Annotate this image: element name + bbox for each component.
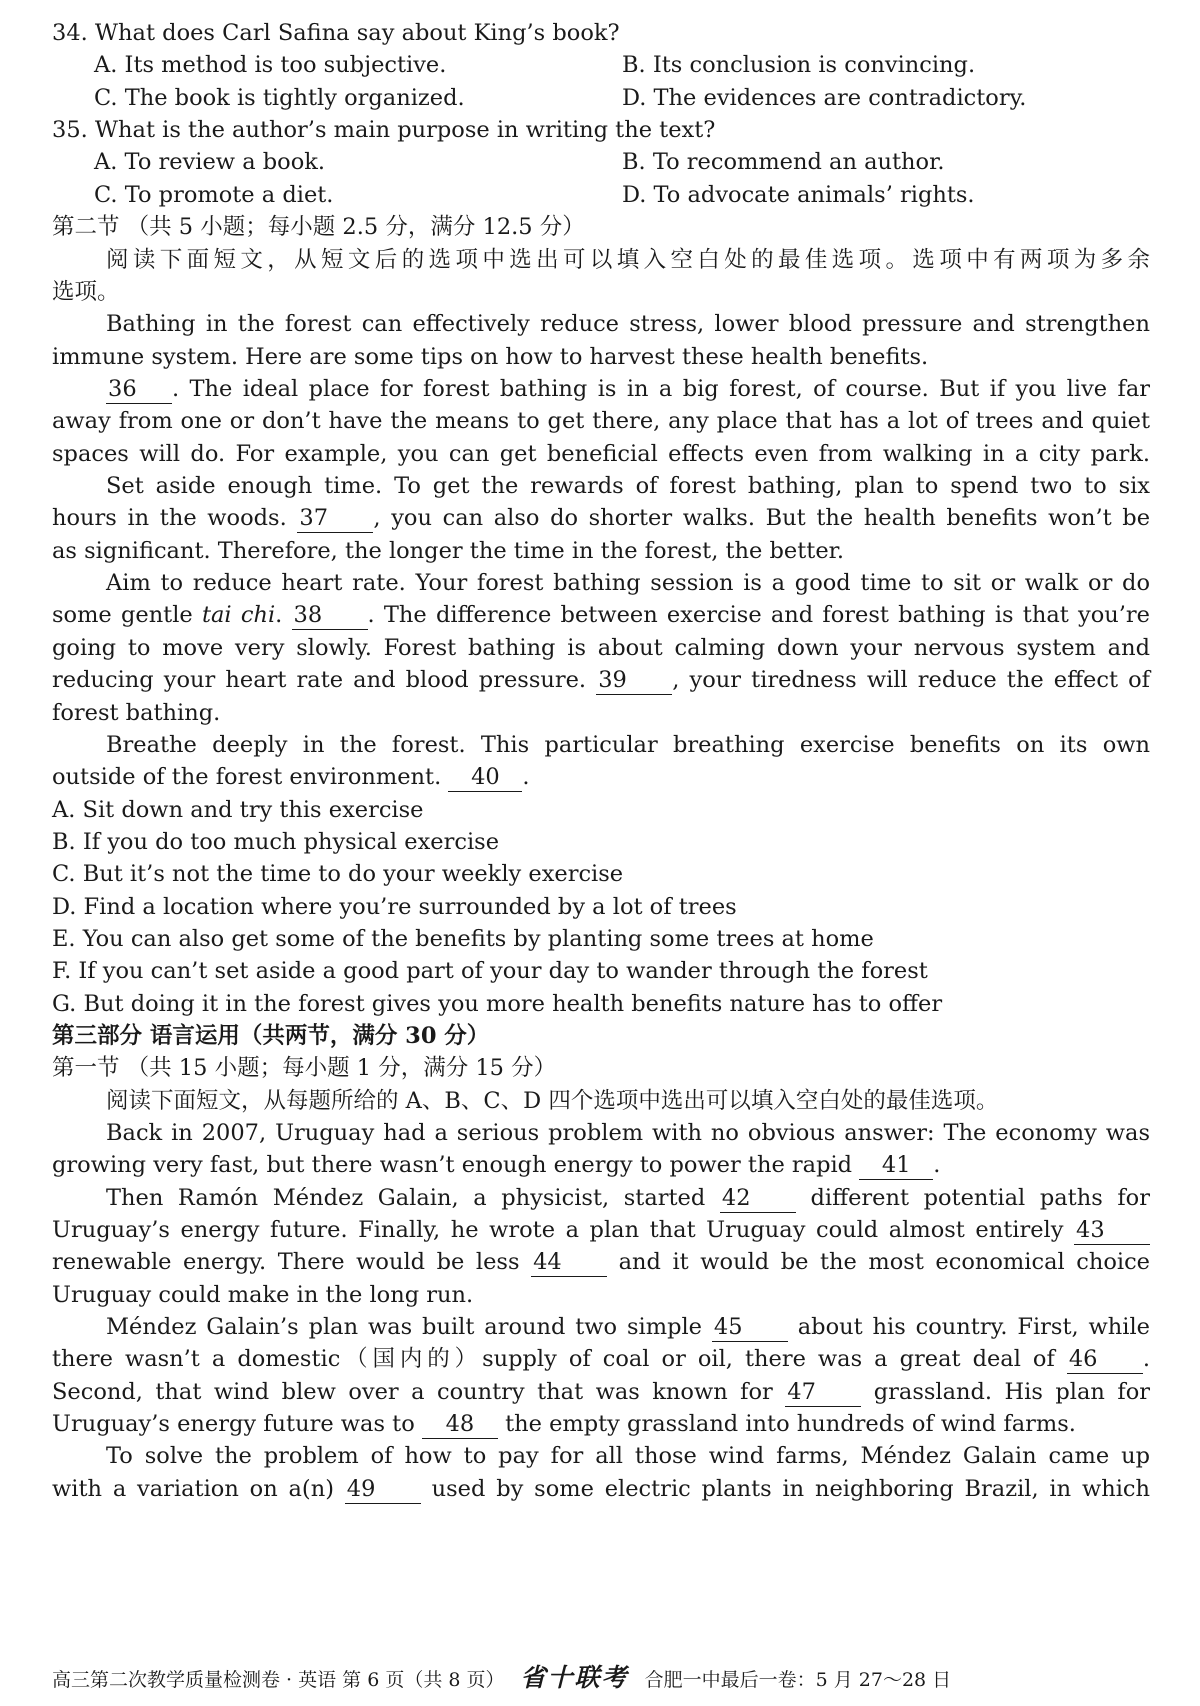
- footer-brand: 省十联考: [520, 1663, 629, 1692]
- passage-text: Second, that wind blew over a country that was known for: [52, 1379, 773, 1405]
- q34-option-c: C. The book is tightly organized.: [94, 85, 465, 111]
- passage-line: [52, 1407, 1150, 1442]
- blank-38: 38: [292, 601, 368, 630]
- page-footer: [52, 1662, 1150, 1696]
- option-a: A. Sit down and try this exercise: [52, 797, 424, 823]
- blank-36: 36: [106, 375, 172, 404]
- passage-text: , you can also do shorter walks. But the health benefits won’t be: [373, 505, 1151, 531]
- q35-option-c: C. To promote a diet.: [94, 182, 334, 208]
- blank-42: 42: [720, 1184, 796, 1213]
- passage-text: . The difference between exercise and forest bathing is that you’re: [367, 602, 1150, 628]
- passage-line: [106, 1310, 1150, 1345]
- passage-line: [52, 663, 1150, 698]
- section-2-heading: 第二节 （共 5 小题；每小题 2.5 分，满分 12.5 分）: [52, 214, 585, 240]
- passage-text: .: [275, 602, 283, 628]
- passage-line: away from one or don’t have the means to get there, any place that has a lot of trees and quiet: [52, 408, 1150, 434]
- option-d: D. Find a location where you’re surrounded by a lot of trees: [52, 894, 737, 920]
- blank-48: 48: [422, 1410, 498, 1439]
- blank-46: 46: [1067, 1345, 1143, 1374]
- passage-text: the empty grassland into hundreds of wind farms.: [505, 1411, 1076, 1437]
- q35-option-b: B. To recommend an author.: [622, 149, 945, 175]
- passage-line: Breathe deeply in the forest. This particular breathing exercise benefits on its own: [106, 732, 1150, 758]
- passage-text: . The ideal place for forest bathing is in a big forest, of course. But if you live far: [172, 376, 1150, 402]
- passage-line: [106, 372, 1150, 407]
- blank-40: 40: [448, 763, 522, 792]
- q34-option-b: B. Its conclusion is convincing.: [622, 52, 976, 78]
- passage-line: [52, 1472, 1150, 1507]
- option-f: F. If you can’t set aside a good part of your day to wander through the forest: [52, 958, 928, 984]
- part-3-heading: 第三部分 语言运用（共两节，满分 30 分）: [52, 1023, 490, 1049]
- q35-option-d: D. To advocate animals’ rights.: [622, 182, 975, 208]
- passage-line: To solve the problem of how to pay for all those wind farms, Méndez Galain came up: [106, 1443, 1150, 1469]
- passage-text: Then Ramón Méndez Galain, a physicist, started: [106, 1185, 706, 1211]
- section-2-instructions-cont: 选项。: [52, 279, 120, 305]
- passage-text: growing very fast, but there wasn’t enough energy to power the rapid: [52, 1152, 853, 1178]
- question-35-stem: 35. What is the author’s main purpose in writing the text?: [52, 117, 716, 143]
- passage-line: [52, 1245, 1150, 1280]
- passage-line: [52, 760, 1150, 795]
- passage-line: going to move very slowly. Forest bathing is about calming down your nervous system and: [52, 635, 1150, 661]
- passage-text: some gentle: [52, 602, 193, 628]
- passage-line: immune system. Here are some tips on how to harvest these health benefits.: [52, 344, 929, 370]
- passage-line: [52, 598, 1150, 633]
- passage-line: spaces will do. For example, you can get beneficial effects even from walking in a city park.: [52, 441, 1150, 467]
- passage-line: [106, 1181, 1150, 1216]
- italic-term: tai chi: [201, 602, 276, 628]
- passage-text: different potential paths for: [810, 1185, 1150, 1211]
- option-b: B. If you do too much physical exercise: [52, 829, 500, 855]
- question-34-stem: 34. What does Carl Safina say about King’s book?: [52, 20, 620, 46]
- passage-line: [52, 1213, 1150, 1248]
- passage-text: there wasn’t a domestic（国内的）supply of coal or oil, there was a great deal of: [52, 1346, 1055, 1372]
- passage-text: outside of the forest environment.: [52, 764, 442, 790]
- blank-39: 39: [596, 666, 672, 695]
- passage-line: [52, 501, 1150, 536]
- passage-line: Bathing in the forest can effectively reduce stress, lower blood pressure and strengthen: [106, 311, 1150, 337]
- blank-37: 37: [297, 504, 373, 533]
- passage-line: [52, 1375, 1150, 1410]
- passage-text: Uruguay’s energy future was to: [52, 1411, 415, 1437]
- blank-44: 44: [531, 1248, 607, 1277]
- passage-text: , your tiredness will reduce the effect of: [672, 667, 1151, 693]
- passage-line: [52, 1148, 1150, 1183]
- passage-text: used by some electric plants in neighboring Brazil, in which: [431, 1476, 1150, 1502]
- q35-option-a: A. To review a book.: [94, 149, 326, 175]
- blank-41: 41: [859, 1151, 933, 1180]
- passage-line: as significant. Therefore, the longer the time in the forest, the better.: [52, 538, 845, 564]
- blank-43: 43: [1074, 1216, 1150, 1245]
- passage-text: .: [522, 764, 530, 790]
- blank-45: 45: [712, 1313, 788, 1342]
- passage-text: Méndez Galain’s plan was built around two simple: [106, 1314, 702, 1340]
- passage-line: forest bathing.: [52, 700, 221, 726]
- passage-text: hours in the woods.: [52, 505, 287, 531]
- section-1-heading: 第一节 （共 15 小题；每小题 1 分，满分 15 分）: [52, 1055, 557, 1081]
- footer-date-info: 合肥一中最后一卷：5 月 27～28 日: [644, 1669, 952, 1691]
- blank-47: 47: [785, 1378, 861, 1407]
- passage-line: [52, 1342, 1150, 1377]
- passage-text: grassland. His plan for: [873, 1379, 1151, 1405]
- passage-text: reducing your heart rate and blood pressure.: [52, 667, 587, 693]
- passage-line: Aim to reduce heart rate. Your forest bathing session is a good time to sit or walk or do: [106, 570, 1150, 596]
- passage-text: and it would be the most economical choice: [618, 1249, 1150, 1275]
- part-3-instructions: 阅读下面短文，从每题所给的 A、B、C、D 四个选项中选出可以填入空白处的最佳选项。: [106, 1088, 999, 1114]
- passage-text: Uruguay’s energy future. Finally, he wrote a plan that Uruguay could almost entirely: [52, 1217, 1064, 1243]
- passage-text: .: [1142, 1346, 1150, 1372]
- blank-49: 49: [345, 1475, 421, 1504]
- passage-text: about his country. First, while: [797, 1314, 1150, 1340]
- passage-text: with a variation on a(n): [52, 1476, 334, 1502]
- option-c: C. But it’s not the time to do your weekly exercise: [52, 861, 624, 887]
- footer-exam-info: 高三第二次教学质量检测卷 · 英语 第 6 页（共 8 页）: [52, 1669, 505, 1691]
- passage-line: Back in 2007, Uruguay had a serious problem with no obvious answer: The economy was: [106, 1120, 1150, 1146]
- passage-text: renewable energy. There would be less: [52, 1249, 520, 1275]
- q34-option-a: A. Its method is too subjective.: [94, 52, 447, 78]
- passage-text: .: [933, 1152, 941, 1178]
- passage-line: Uruguay could make in the long run.: [52, 1282, 474, 1308]
- option-g: G. But doing it in the forest gives you more health benefits nature has to offer: [52, 991, 943, 1017]
- option-e: E. You can also get some of the benefits by planting some trees at home: [52, 926, 874, 952]
- q34-option-d: D. The evidences are contradictory.: [622, 85, 1027, 111]
- passage-line: Set aside enough time. To get the rewards of forest bathing, plan to spend two to six: [106, 473, 1150, 499]
- section-2-instructions: 阅读下面短文，从短文后的选项中选出可以填入空白处的最佳选项。选项中有两项为多余: [106, 247, 1150, 273]
